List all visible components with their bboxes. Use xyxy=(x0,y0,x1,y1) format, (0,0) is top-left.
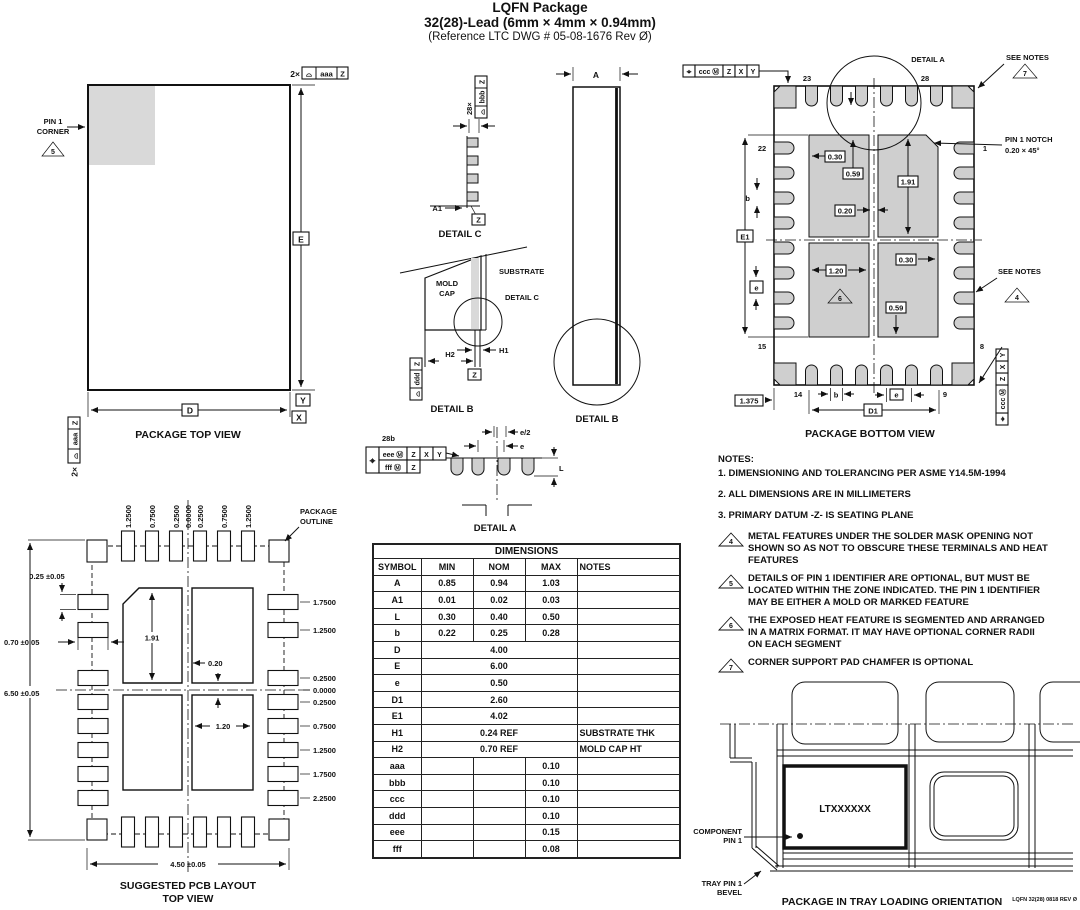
svg-text:e: e xyxy=(520,442,525,451)
svg-text:Z: Z xyxy=(411,452,416,459)
svg-text:6: 6 xyxy=(838,296,842,303)
svg-text:eee Ⓜ: eee Ⓜ xyxy=(382,452,404,459)
svg-text:0.25 ±0.05: 0.25 ±0.05 xyxy=(29,572,65,581)
svg-text:7: 7 xyxy=(1023,71,1027,78)
page-title: LQFN Package xyxy=(492,0,588,15)
lead-width-arrows xyxy=(453,119,495,133)
datum-Y xyxy=(296,394,310,406)
tray-outer-edge xyxy=(730,724,779,870)
table-row: D 4.00 xyxy=(373,641,680,658)
datum-Z-flag xyxy=(471,206,485,225)
svg-text:0.59: 0.59 xyxy=(888,303,904,313)
pcb-layout-view xyxy=(0,440,370,910)
detail-b-section xyxy=(395,245,565,425)
note-flag-4 xyxy=(718,531,748,550)
svg-text:5: 5 xyxy=(729,581,733,588)
table-row: E1 4.02 xyxy=(373,708,680,725)
svg-text:b: b xyxy=(833,390,839,400)
dim-D1 xyxy=(809,390,939,416)
table-row: A 0.85 0.94 1.03 xyxy=(373,575,680,592)
table-header-row xyxy=(373,559,680,576)
svg-text:E: E xyxy=(298,234,304,245)
profile-symbol: ⌓ xyxy=(306,69,312,79)
svg-text:e: e xyxy=(894,390,899,400)
position-symbol: ⌖ xyxy=(686,66,692,77)
svg-text:7: 7 xyxy=(729,665,733,672)
profile-symbol: ⌓ xyxy=(70,453,80,459)
svg-text:0.0000: 0.0000 xyxy=(184,505,193,528)
col-notes: NOTES xyxy=(577,559,680,576)
tray-loading-view xyxy=(680,700,1080,910)
svg-text:6: 6 xyxy=(729,623,733,630)
view-caption: DETAIL B xyxy=(430,404,474,415)
see-notes-4 xyxy=(976,267,1041,302)
title-block xyxy=(260,0,820,44)
svg-text:0.2500: 0.2500 xyxy=(196,505,205,528)
svg-text:Z: Z xyxy=(476,215,481,225)
svg-text:Y: Y xyxy=(300,395,306,406)
dim-pad-width xyxy=(29,572,76,621)
svg-text:1.7500: 1.7500 xyxy=(313,598,336,607)
table-row: A1 0.01 0.02 0.03 xyxy=(373,592,680,609)
svg-text:Z: Z xyxy=(411,465,416,472)
svg-text:4.50 ±0.05: 4.50 ±0.05 xyxy=(170,860,206,869)
profile-symbol: ⌓ xyxy=(414,391,422,397)
substrate-strip xyxy=(471,258,479,330)
dim-e-half xyxy=(482,426,530,437)
detail-a-ref: DETAIL A xyxy=(911,55,945,64)
right-coordinate-labels xyxy=(300,598,336,803)
table-row: H1 0.24 REF SUBSTRATE THK xyxy=(373,724,680,741)
view-caption: DETAIL A xyxy=(473,523,517,534)
svg-text:D1: D1 xyxy=(868,406,878,416)
package-top-view xyxy=(20,55,365,477)
pin1-corner-label: PIN 1 xyxy=(43,117,63,126)
side-elevation-view xyxy=(548,55,680,430)
svg-text:PIN 1 NOTCH: PIN 1 NOTCH xyxy=(1005,135,1053,144)
svg-text:5: 5 xyxy=(51,149,55,156)
svg-text:Y: Y xyxy=(437,452,442,459)
svg-text:2.2500: 2.2500 xyxy=(313,794,336,803)
detail-a-view xyxy=(358,425,580,543)
svg-text:Y: Y xyxy=(1000,352,1007,358)
fcf-position-topleft xyxy=(683,65,788,83)
table-row: b 0.22 0.25 0.28 xyxy=(373,625,680,642)
svg-text:1.375: 1.375 xyxy=(739,396,759,406)
svg-text:15: 15 xyxy=(757,342,767,351)
svg-text:Z: Z xyxy=(479,79,487,85)
part-marking: LTXXXXXX xyxy=(819,804,871,815)
fcf-position-right xyxy=(996,349,1008,425)
table-row: e 0.50 xyxy=(373,675,680,692)
mold-cap-label: MOLD xyxy=(435,279,459,288)
svg-text:9: 9 xyxy=(942,390,948,399)
top-coordinate-labels xyxy=(124,505,253,528)
svg-text:Z: Z xyxy=(70,420,80,426)
svg-text:Z: Z xyxy=(414,361,422,367)
dim-e-left xyxy=(750,266,763,310)
view-caption: DETAIL B xyxy=(575,414,619,425)
drawing-number: LQFN 32(28) 0818 REV Ø xyxy=(1012,897,1077,903)
note-3: 3. PRIMARY DATUM -Z- IS SEATING PLANE xyxy=(718,510,914,521)
note-5: 5 DETAILS OF PIN 1 IDENTIFIER ARE OPTIONAL, BUT MUST BE LOCATED WITHIN THE ZONE INDICATED. THE PIN 1 IDENTIFIER MAY BE EITHER A MOLD OR MARKED FEATURE xyxy=(718,573,1078,609)
col-min: MIN xyxy=(421,559,473,576)
pin1-zone xyxy=(89,86,155,165)
lead-profile xyxy=(430,136,480,208)
svg-text:0.7500: 0.7500 xyxy=(220,505,229,528)
svg-text:ddd: ddd xyxy=(414,372,422,386)
detail-c-view xyxy=(398,58,518,248)
svg-text:0.2500: 0.2500 xyxy=(313,698,336,707)
svg-text:1.91: 1.91 xyxy=(900,177,916,187)
svg-text:4: 4 xyxy=(729,539,733,546)
svg-text:bbb: bbb xyxy=(479,90,487,104)
svg-text:0.7500: 0.7500 xyxy=(148,505,157,528)
svg-text:0.20: 0.20 xyxy=(208,659,223,668)
package-side-body xyxy=(573,87,620,385)
table-row: D1 2.60 xyxy=(373,691,680,708)
dim-L xyxy=(534,447,564,487)
table-row: bbb 0.10 xyxy=(373,774,680,791)
page-subtitle: 32(28)-Lead (6mm × 4mm × 0.94mm) xyxy=(424,15,656,30)
note-4: 4 METAL FEATURES UNDER THE SOLDER MASK OPENING NOT SHOWN SO AS NOT TO OBSCURE THESE TERMINALS AND HEAT FEATURES xyxy=(718,531,1078,567)
mold-cap-label2: CAP xyxy=(439,289,455,298)
svg-text:0.30: 0.30 xyxy=(898,255,914,265)
right-pads xyxy=(268,595,298,806)
svg-text:COMPONENT: COMPONENT xyxy=(693,827,742,836)
svg-text:SEE NOTES: SEE NOTES xyxy=(1006,53,1049,62)
svg-text:Y: Y xyxy=(750,69,756,76)
svg-text:aaa: aaa xyxy=(320,69,333,79)
package-bottom-view xyxy=(680,50,1080,450)
terminal-leads xyxy=(451,458,534,475)
svg-text:SEE NOTES: SEE NOTES xyxy=(998,267,1041,276)
svg-text:e: e xyxy=(754,283,759,293)
note-6: 6 THE EXPOSED HEAT FEATURE IS SEGMENTED AND ARRANGED IN A MATRIX FORMAT. IT MAY HAVE OPTIONAL CORNER RADII ON EACH SEGMENT xyxy=(718,615,1078,651)
svg-text:23: 23 xyxy=(802,74,812,83)
note-7: 7 CORNER SUPPORT PAD CHAMFER IS OPTIONAL xyxy=(718,657,1078,676)
col-max: MAX xyxy=(525,559,577,576)
note-2: 2. ALL DIMENSIONS ARE IN MILLIMETERS xyxy=(718,489,911,500)
component-pocket xyxy=(784,766,906,848)
svg-text:1.2500: 1.2500 xyxy=(313,626,336,635)
svg-text:A: A xyxy=(592,70,600,80)
detail-c-ref: DETAIL C xyxy=(505,293,539,302)
note-flag-7 xyxy=(718,657,748,676)
note-1: 1. DIMENSIONING AND TOLERANCING PER ASME Y14.5M-1994 xyxy=(718,468,1006,479)
svg-text:1.2500: 1.2500 xyxy=(244,505,253,528)
package-outline-callout xyxy=(285,507,337,541)
seating-bracket xyxy=(462,505,532,516)
note-flag-5 xyxy=(42,142,64,156)
svg-text:1: 1 xyxy=(982,144,988,153)
svg-text:H2: H2 xyxy=(445,350,455,359)
svg-text:OUTLINE: OUTLINE xyxy=(300,517,333,526)
dim-1375 xyxy=(735,388,774,410)
see-notes-7 xyxy=(978,53,1049,88)
dim-D xyxy=(88,392,290,417)
datum-Z-flag xyxy=(468,369,481,380)
pin1-dot xyxy=(797,833,803,839)
dim-H1 xyxy=(457,346,509,355)
position-symbol: ⌖ xyxy=(369,456,376,467)
svg-text:1.91: 1.91 xyxy=(144,633,160,643)
view-caption: PACKAGE BOTTOM VIEW xyxy=(805,428,935,440)
table-row: eee 0.15 xyxy=(373,824,680,841)
svg-text:14: 14 xyxy=(793,390,803,399)
dim-E xyxy=(292,85,315,390)
adjacent-pocket xyxy=(930,772,1018,840)
dimensions-table xyxy=(372,543,681,859)
view-caption: PACKAGE IN TRAY LOADING ORIENTATION xyxy=(781,896,1003,908)
drawing-reference: (Reference LTC DWG # 05-08-1676 Rev Ø) xyxy=(428,31,652,43)
table-row: L 0.30 0.40 0.50 xyxy=(373,608,680,625)
svg-text:1.2500: 1.2500 xyxy=(313,746,336,755)
svg-text:22: 22 xyxy=(757,144,767,153)
dim-b-bottom xyxy=(818,388,854,401)
lead-count-label: 28b xyxy=(382,434,395,443)
position-symbol: ⌖ xyxy=(997,416,1008,422)
view-caption: DETAIL C xyxy=(438,229,482,240)
svg-text:PACKAGE: PACKAGE xyxy=(300,507,337,516)
svg-text:28: 28 xyxy=(920,74,930,83)
substrate-label: SUBSTRATE xyxy=(499,267,545,276)
view-caption: SUGGESTED PCB LAYOUT xyxy=(119,880,257,892)
svg-text:1.20: 1.20 xyxy=(215,722,231,731)
dim-A xyxy=(556,67,638,81)
svg-text:Z: Z xyxy=(1000,376,1007,382)
svg-text:Z: Z xyxy=(472,370,477,380)
notes-title: NOTES: xyxy=(718,454,754,465)
svg-text:ccc Ⓜ: ccc Ⓜ xyxy=(698,69,720,76)
dim-A1-label: A1 xyxy=(432,204,442,213)
svg-text:1.20: 1.20 xyxy=(828,266,844,276)
fcf-profile-moldcap xyxy=(410,358,422,400)
svg-text:L: L xyxy=(559,464,564,473)
table-row: E 6.00 xyxy=(373,658,680,675)
fcf-profile-top xyxy=(290,67,348,79)
upper-pockets xyxy=(792,682,1080,744)
svg-text:1.7500: 1.7500 xyxy=(313,770,336,779)
svg-text:PIN 1: PIN 1 xyxy=(723,836,742,845)
view-caption2: TOP VIEW xyxy=(162,893,214,905)
table-row: fff 0.08 xyxy=(373,841,680,858)
table-row: H2 0.70 REF MOLD CAP HT xyxy=(373,741,680,758)
note-flag-5 xyxy=(718,573,748,592)
col-symbol: SYMBOL xyxy=(373,559,421,576)
svg-text:E1: E1 xyxy=(740,232,750,242)
table-title: DIMENSIONS xyxy=(373,544,680,559)
svg-text:0.59: 0.59 xyxy=(845,169,861,179)
dim-650 xyxy=(2,540,85,840)
svg-text:Z: Z xyxy=(726,69,732,76)
svg-text:0.2500: 0.2500 xyxy=(172,505,181,528)
svg-text:b: b xyxy=(745,194,750,203)
pin1-corner-label2: CORNER xyxy=(36,127,70,136)
svg-text:X: X xyxy=(424,452,429,459)
table-row: ccc 0.10 xyxy=(373,791,680,808)
fcf-profile-leads xyxy=(465,76,487,118)
svg-text:ccc Ⓜ: ccc Ⓜ xyxy=(1000,388,1007,410)
svg-text:1.2500: 1.2500 xyxy=(124,505,133,528)
svg-text:0.0000: 0.0000 xyxy=(313,686,336,695)
svg-text:28×: 28× xyxy=(465,102,474,115)
svg-text:0.20: 0.20 xyxy=(837,206,853,216)
svg-text:H1: H1 xyxy=(499,346,509,355)
svg-text:fff Ⓜ: fff Ⓜ xyxy=(385,465,401,472)
svg-text:0.30: 0.30 xyxy=(827,152,843,162)
table-row: ddd 0.10 xyxy=(373,807,680,824)
svg-text:TRAY PIN 1: TRAY PIN 1 xyxy=(701,879,742,888)
svg-text:e/2: e/2 xyxy=(520,428,531,437)
dim-e-bottom xyxy=(875,388,924,402)
hanging-lead xyxy=(475,330,480,367)
datum-X xyxy=(292,411,306,423)
left-pads xyxy=(78,595,108,806)
svg-text:0.20 × 45°: 0.20 × 45° xyxy=(1005,146,1040,155)
dim-e-pitch xyxy=(464,440,524,452)
svg-text:0.70 ±0.05: 0.70 ±0.05 xyxy=(4,638,40,647)
col-nom: NOM xyxy=(473,559,525,576)
svg-text:X: X xyxy=(1000,364,1007,370)
svg-text:0.7500: 0.7500 xyxy=(313,722,336,731)
dim-b-left xyxy=(745,178,757,218)
svg-text:aaa: aaa xyxy=(70,432,80,446)
svg-text:2×: 2× xyxy=(290,69,300,79)
notes-block xyxy=(718,454,1078,682)
note-flag-6 xyxy=(718,615,748,634)
svg-text:X: X xyxy=(296,412,302,423)
table-row: aaa 0.10 xyxy=(373,758,680,775)
svg-text:X: X xyxy=(738,69,744,76)
tray-bevel-callout xyxy=(702,871,761,897)
svg-text:D: D xyxy=(186,405,194,416)
svg-text:8: 8 xyxy=(979,342,985,351)
svg-text:Z: Z xyxy=(340,69,345,79)
svg-text:2×: 2× xyxy=(69,467,80,477)
svg-text:BEVEL: BEVEL xyxy=(716,888,742,897)
profile-symbol: ⌓ xyxy=(479,109,487,115)
dim-H2 xyxy=(425,330,473,367)
view-caption: PACKAGE TOP VIEW xyxy=(135,429,241,441)
svg-text:6.50 ±0.05: 6.50 ±0.05 xyxy=(4,689,40,698)
svg-text:0.2500: 0.2500 xyxy=(313,674,336,683)
svg-text:4: 4 xyxy=(1015,295,1019,302)
fcf-position-composite xyxy=(366,447,459,473)
